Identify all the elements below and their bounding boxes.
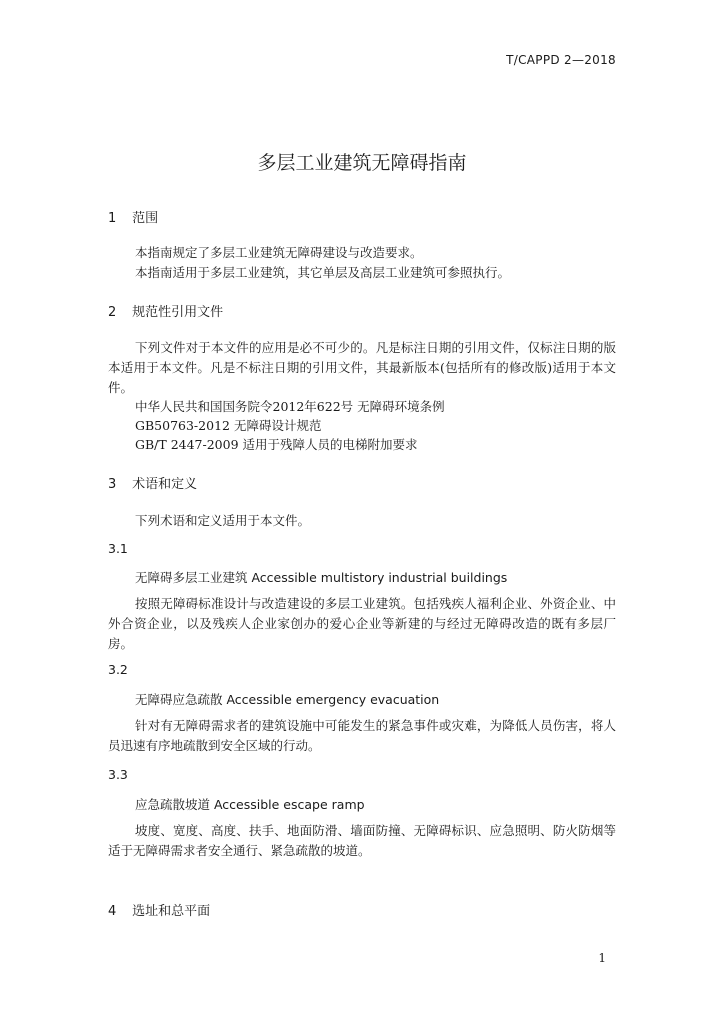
page-number: 1: [598, 951, 606, 965]
scope-line-2: 本指南适用于多层工业建筑，其它单层及高层工业建筑可参照执行。: [135, 265, 511, 280]
section-title: 范围: [132, 211, 159, 226]
clause-number-3-3: 3.3: [108, 767, 128, 782]
term-definition-3-2: 针对有无障碍需求者的建筑设施中可能发生的紧急事件或灾难，为降低人员伤害，将人员迅速有序地疏散到安全区域的行动。: [108, 718, 616, 753]
section-number: 3: [108, 477, 117, 492]
terms-intro: 下列术语和定义适用于本文件。: [135, 513, 311, 528]
section-heading-1: [108, 207, 158, 226]
term-definition-3-1: 按照无障碍标准设计与改造建设的多层工业建筑。包括残疾人福利企业、外资企业、中外合资企业，以及残疾人企业家创办的爱心企业等新建的与经过无障碍改造的既有多层厂房。: [108, 596, 616, 651]
section-number: 4: [108, 904, 117, 919]
section-number: 2: [108, 305, 117, 320]
clause-number-3-2: 3.2: [108, 662, 128, 677]
section-title: 规范性引用文件: [132, 305, 224, 320]
term-title-3-3: 应急疏散坡道 Accessible escape ramp: [135, 797, 365, 812]
reference-item-1: 中华人民共和国国务院令2012年622号 无障碍环境条例: [135, 399, 445, 414]
page-title: 多层工业建筑无障碍指南: [257, 152, 467, 174]
document-code: T/CAPPD 2—2018: [506, 53, 616, 67]
reference-item-3: GB/T 2447-2009 适用于残障人员的电梯附加要求: [135, 437, 418, 452]
section-heading-4: [108, 900, 210, 919]
section-title: 选址和总平面: [132, 904, 211, 919]
clause-number-3-1: 3.1: [108, 541, 128, 556]
section-title: 术语和定义: [132, 477, 198, 492]
reference-item-2: GB50763-2012 无障碍设计规范: [135, 418, 322, 433]
section-heading-3: [108, 473, 197, 492]
normative-references-paragraph: 下列文件对于本文件的应用是必不可少的。凡是标注日期的引用文件，仅标注日期的版本适用于本文件。凡是不标注日期的引用文件，其最新版本(包括所有的修改版)适用于本文件。: [108, 340, 616, 395]
term-title-3-1: 无障碍多层工业建筑 Accessible multistory industrial buildings: [135, 570, 508, 585]
term-definition-3-3: 坡度、宽度、高度、扶手、地面防滑、墙面防撞、无障碍标识、应急照明、防火防烟等适于无障碍需求者安全通行、紧急疏散的坡道。: [108, 823, 616, 858]
section-number: 1: [108, 211, 117, 226]
section-heading-2: [108, 301, 223, 320]
scope-line-1: 本指南规定了多层工业建筑无障碍建设与改造要求。: [135, 245, 423, 260]
term-title-3-2: 无障碍应急疏散 Accessible emergency evacuation: [135, 692, 440, 707]
